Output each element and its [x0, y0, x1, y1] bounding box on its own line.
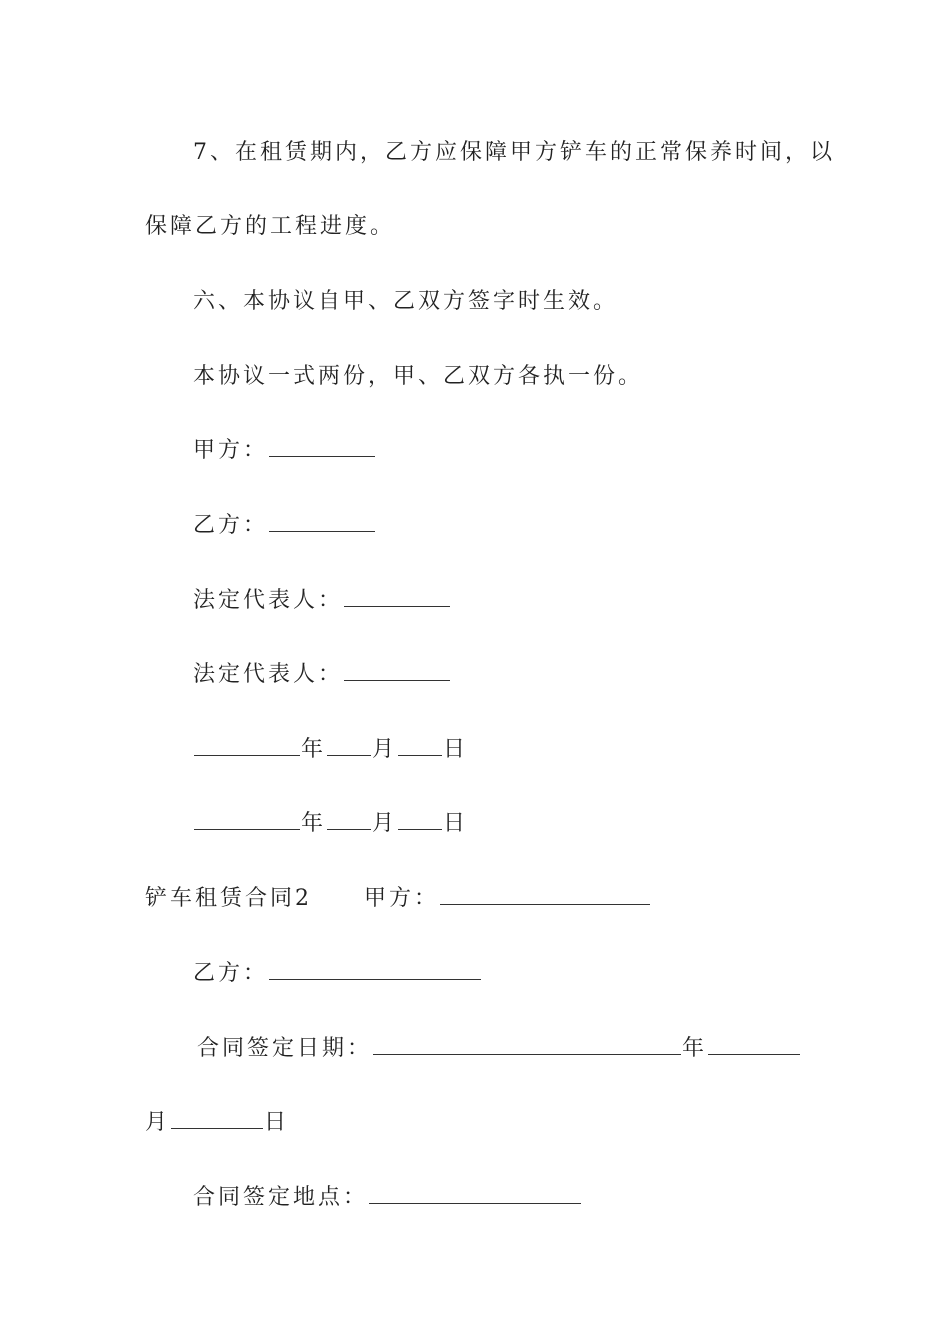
- clause-7-line-2: 保障乙方的工程进度。: [145, 214, 396, 239]
- contract2-party-b-blank: [269, 959, 481, 980]
- legal-rep-label: 法定代表人：: [193, 588, 344, 613]
- sign-date-year-blank: [373, 1034, 681, 1055]
- sign-date-year: 年: [682, 1036, 708, 1061]
- contract2-title: 铲车租赁合同2: [145, 886, 312, 911]
- sign-date-month-blank: [708, 1034, 800, 1055]
- sign-date-line-2: [145, 1108, 289, 1138]
- legal-rep-b: [193, 660, 451, 690]
- month-label: 月: [372, 811, 398, 836]
- party-b-blank: [269, 511, 375, 532]
- sign-date-label: 合同签定日期：: [197, 1036, 373, 1061]
- contract2-title-line: [145, 884, 651, 914]
- year-label: 年: [301, 737, 327, 762]
- day-label: 日: [443, 811, 469, 836]
- party-a-label: 甲方：: [193, 438, 269, 463]
- legal-rep-blank: [344, 660, 450, 681]
- year-blank: [194, 735, 300, 756]
- year-blank: [194, 809, 300, 830]
- clause-6: 六、本协议自甲、乙双方签字时生效。: [193, 289, 619, 314]
- sign-date-day-blank: [171, 1108, 263, 1129]
- party-b-label: 乙方：: [193, 513, 269, 538]
- month-blank: [327, 809, 371, 830]
- sign-place-line: [193, 1183, 582, 1213]
- month-blank: [327, 735, 371, 756]
- sign-place-label: 合同签定地点：: [193, 1185, 369, 1210]
- party-a-blank: [269, 436, 375, 457]
- party-a-signature: [193, 436, 376, 466]
- day-label: 日: [443, 737, 469, 762]
- date-line-b: [193, 809, 468, 839]
- date-line-a: [193, 735, 468, 765]
- sign-date-day: 日: [264, 1110, 290, 1135]
- clause-7-line-1: 7、在租赁期内，乙方应保障甲方铲车的正常保养时间，以: [193, 140, 835, 165]
- legal-rep-label: 法定代表人：: [193, 662, 344, 687]
- day-blank: [398, 809, 442, 830]
- sign-place-blank: [369, 1183, 581, 1204]
- month-label: 月: [372, 737, 398, 762]
- sign-date-month: 月: [145, 1110, 171, 1135]
- copies-statement: 本协议一式两份，甲、乙双方各执一份。: [193, 364, 644, 389]
- legal-rep-blank: [344, 586, 450, 607]
- contract2-party-b-line: [193, 959, 482, 989]
- contract2-party-a-blank: [440, 884, 650, 905]
- contract2-party-a-label: 甲方：: [364, 886, 440, 911]
- legal-rep-a: [193, 586, 451, 616]
- contract2-party-b-label: 乙方：: [193, 961, 269, 986]
- sign-date-line: [197, 1034, 801, 1064]
- party-b-signature: [193, 511, 376, 541]
- day-blank: [398, 735, 442, 756]
- year-label: 年: [301, 811, 327, 836]
